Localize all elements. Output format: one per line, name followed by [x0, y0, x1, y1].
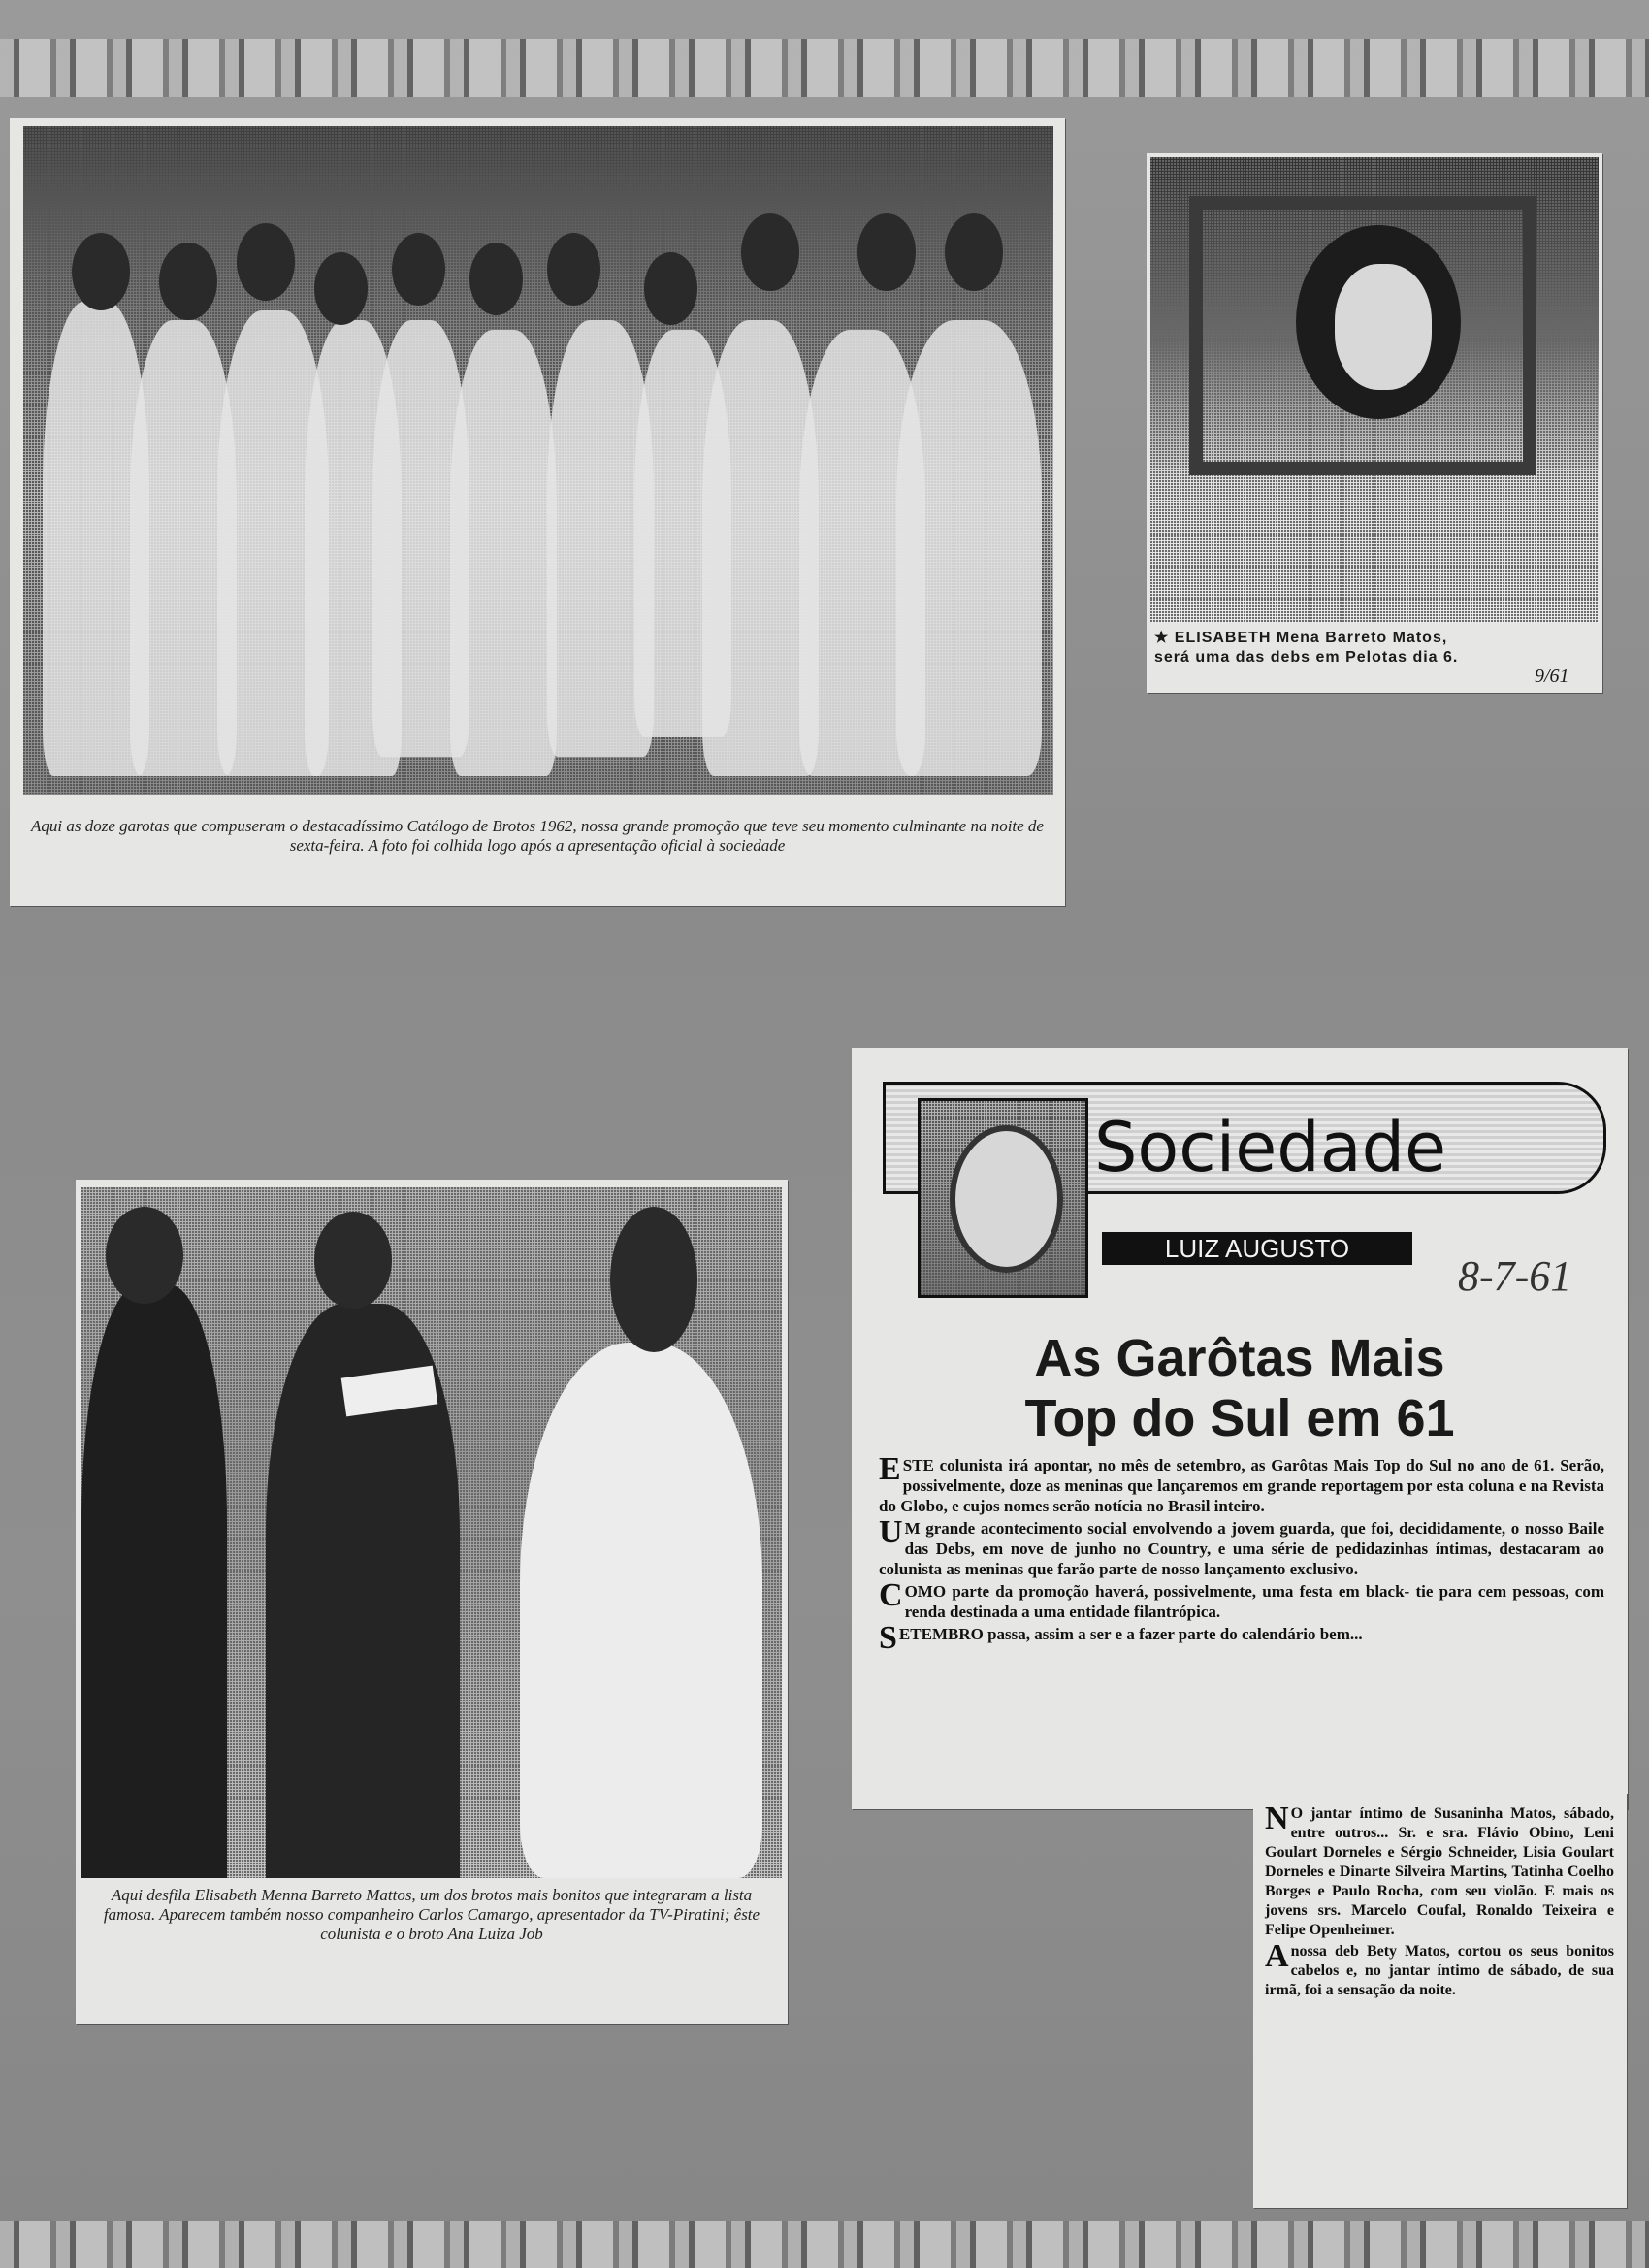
fashion-photo — [81, 1187, 782, 1878]
clipping-side-column — [1253, 1793, 1627, 2208]
star-icon: ★ — [1154, 630, 1175, 646]
column-paragraph: U M grande acontecimento social envolvendo a jovem guarda, que foi, decididamente, o nosso Baile das Debs, em nove de junho no Country, e uma série de pedidazinhas íntimas, destacaram ao colunista as meninas que farão parte de nosso lançamento exclusivo. — [879, 1514, 1604, 1578]
portrait-photo — [1150, 157, 1599, 623]
clipping-sociedade-column — [852, 1048, 1628, 1809]
column-body — [879, 1451, 1604, 1656]
group-photo-caption: Aqui as doze garotas que compuseram o destacadíssimo Catálogo de Brotos 1962, nossa grande promoção que teve seu momento culminante na noite de sexta-feira. A foto foi colhida logo após a apresentação oficial à sociedade — [31, 817, 1044, 855]
album-binding-bottom — [0, 2221, 1649, 2268]
headline-line-2: Top do Sul em 61 — [1024, 1389, 1455, 1447]
portrait-caption: ★ ELISABETH Mena Barreto Matos, será uma das debs em Pelotas dia 6. — [1154, 630, 1459, 665]
side-paragraph: A nossa deb Bety Matos, cortou os seus bonitos cabelos e, no jantar íntimo de sábado, de sua irmã, foi a sensação da noite. — [1265, 1938, 1614, 1998]
group-photo — [23, 126, 1053, 795]
side-column-body — [1265, 1800, 1614, 2002]
author-name: LUIZ AUGUSTO — [1102, 1232, 1412, 1265]
columnist-photo — [918, 1098, 1088, 1298]
portrait-handwritten-date: 9/61 — [1535, 665, 1569, 687]
clipping-portrait — [1147, 153, 1602, 693]
headline-line-1: As Garôtas Mais — [1034, 1329, 1445, 1387]
fashion-photo-caption: Aqui desfila Elisabeth Menna Barreto Mattos, um dos brotos mais bonitos que integraram a lista famosa. Aparecem também nosso companheiro Carlos Camargo, apresentador da TV-Piratini; êste colunista e o broto Ana Luiza Job — [103, 1886, 760, 1943]
column-handwritten-date: 8-7-61 — [1458, 1252, 1572, 1300]
column-paragraph: COMO parte da promoção haverá, possivelmente, uma festa em black- tie para cem pessoas, com renda destinada a uma entidade filantrópica. — [879, 1577, 1604, 1621]
column-paragraph: ESTE colunista irá apontar, no mês de setembro, as Garôtas Mais Top do Sul no ano de 61. Serão, possivelmente, doze as meninas que lançaremos em grande reportagem por esta coluna e na Revista do Globo, e cujos nomes serão notícia no Brasil inteiro. — [879, 1451, 1604, 1515]
clipping-fashion-photo — [76, 1180, 788, 2024]
album-binding-top — [0, 39, 1649, 97]
column-paragraph: SETEMBRO passa, assim a ser e a fazer parte do calendário bem... — [879, 1620, 1363, 1656]
clipping-group-photo — [10, 118, 1065, 906]
side-paragraph: N O jantar íntimo de Susaninha Matos, sábado, entre outros... Sr. e sra. Flávio Obino, Leni Goulart Dorneles e Sérgio Schneider, Lisia Goulart Dorneles e Dinarte Silveira Martins, Tatinha Coelho Borges e Paulo Rocha, com seu violão. E mais os jovens srs. Marcelo Coufal, Ronaldo Teixeira e Felipe Openheimer. — [1265, 1800, 1614, 1938]
section-title: Sociedade — [1094, 1108, 1447, 1187]
